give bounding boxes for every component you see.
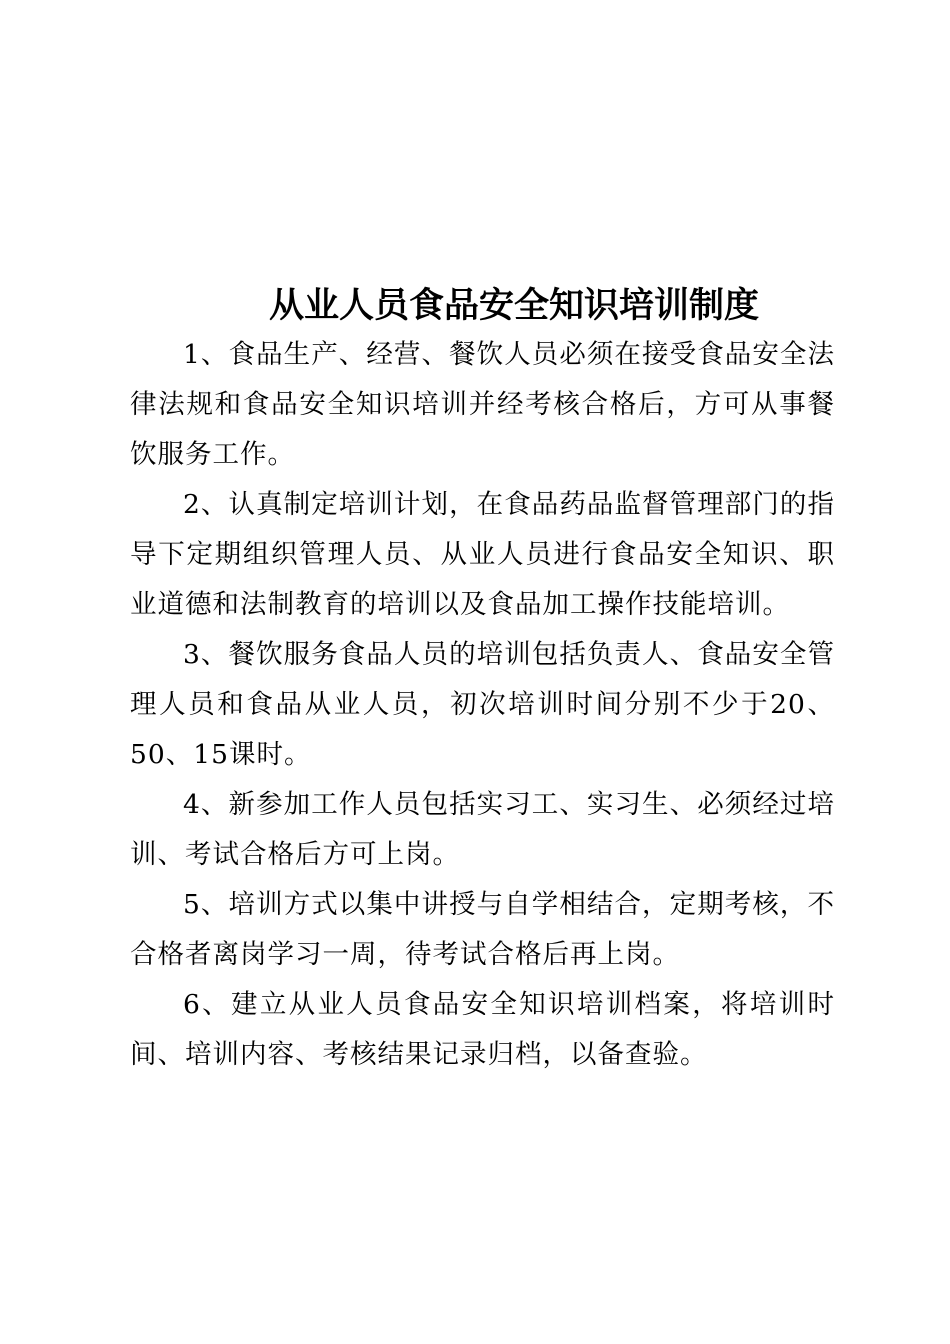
paragraph-1: 1、食品生产、经营、餐饮人员必须在接受食品安全法律法规和食品安全知识培训并经考核合格后，方可从事餐饮服务工作。 [130, 339, 835, 470]
paragraph-4: 4、新参加工作人员包括实习工、实习生、必须经过培训、考试合格后方可上岗。 [130, 789, 835, 870]
paragraph-6: 6、建立从业人员食品安全知识培训档案，将培训时间、培训内容、考核结果记录归档，以备查验。 [130, 989, 835, 1070]
document-body [130, 330, 835, 1080]
paragraph-3: 3、餐饮服务食品人员的培训包括负责人、食品安全管理人员和食品从业人员，初次培训时间分别不少于20、50、15课时。 [130, 639, 835, 770]
document-title: 从业人员食品安全知识培训制度 [268, 285, 759, 326]
paragraph-5: 5、培训方式以集中讲授与自学相结合，定期考核，不合格者离岗学习一周，待考试合格后再上岗。 [130, 889, 835, 970]
paragraph-2: 2、认真制定培训计划，在食品药品监督管理部门的指导下定期组织管理人员、从业人员进行食品安全知识、职业道德和法制教育的培训以及食品加工操作技能培训。 [130, 489, 835, 620]
